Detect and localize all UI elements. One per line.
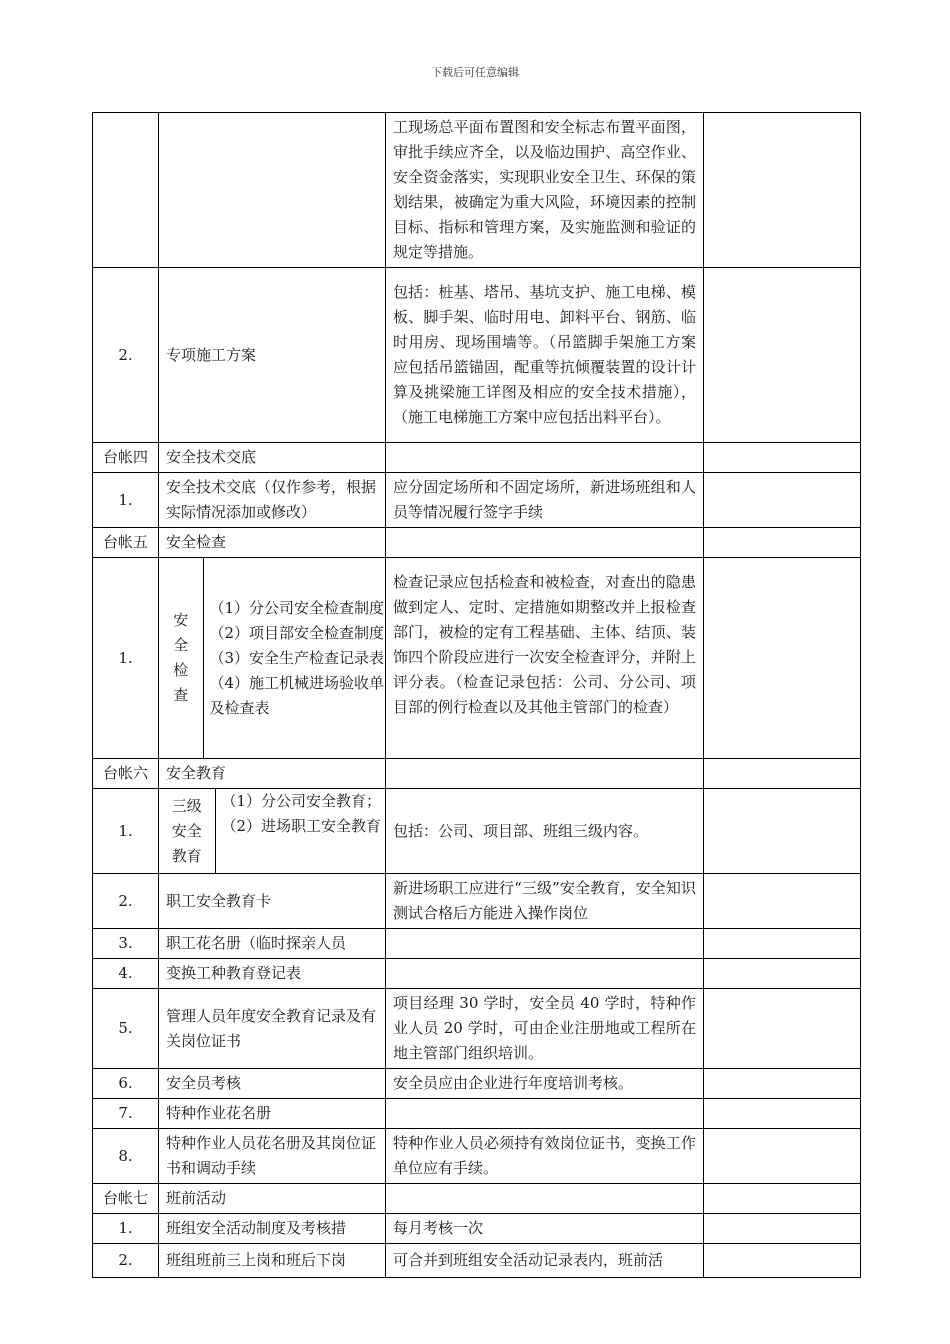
section-row: [93, 759, 861, 789]
row-note: [704, 874, 861, 929]
row-note: [704, 989, 861, 1069]
row-item: 职工花名册（临时探亲人员: [159, 929, 386, 959]
row-description: 包括：桩基、塔吊、基坑支护、施工电梯、模板、脚手架、临时用电、卸料平台、钢筋、临时用房、现场围墙等。（吊篮脚手架施工方案应包括吊篮锚固，配重等抗倾覆装置的设计计算及挑梁施工详图及相应的安全技术措施），（施工电梯施工方案中应包括出料平台）。: [386, 268, 704, 443]
row-item: 班组班前三上岗和班后下岗: [159, 1244, 386, 1278]
row-number: 6.: [93, 1069, 159, 1099]
row-number: 1.: [93, 473, 159, 528]
table-row: [93, 1244, 861, 1278]
section-number: 台帐七: [93, 1184, 159, 1214]
page-header: 下载后可任意编辑: [431, 66, 519, 79]
row-description: [386, 929, 704, 959]
section-row: [93, 1184, 861, 1214]
row-item: 职工安全教育卡: [159, 874, 386, 929]
row-description: 新进场职工应进行“三级”安全教育，安全知识测试合格后方能进入操作岗位: [386, 874, 704, 929]
safety-ledger-table: [92, 112, 861, 1278]
row-number: 1.: [93, 789, 159, 874]
label-char: 教育: [171, 846, 202, 865]
row-number: 2.: [93, 268, 159, 443]
section-number: 台帐四: [93, 443, 159, 473]
section-title: 班前活动: [159, 1184, 386, 1214]
row-note: [704, 113, 861, 268]
table-row: [93, 789, 861, 874]
table-row: [93, 1099, 861, 1129]
row-description: 检查记录应包括检查和被检查，对查出的隐患做到定人、定时、定措施如期整改并上报检查部门，被检的定有工程基础、主体、结顶、装饰四个阶段应进行一次安全检查评分，并附上评分表。（检查记录包括：公司、分公司、项目部的例行检查以及其他主管部门的检查）: [386, 558, 704, 759]
row-number: 3.: [93, 929, 159, 959]
row-number: 8.: [93, 1129, 159, 1184]
row-description: [386, 959, 704, 989]
section-row: [93, 528, 861, 558]
table-row: [93, 929, 861, 959]
row-number: [93, 113, 159, 268]
row-item: 变换工种教育登记表: [159, 959, 386, 989]
label-char: 安: [173, 611, 189, 629]
section-title: 安全技术交底: [159, 443, 386, 473]
row-description: [386, 1184, 704, 1214]
table-row: [93, 1069, 861, 1099]
section-number: 台帐六: [93, 759, 159, 789]
row-item: 专项施工方案: [159, 268, 386, 443]
row-note: [704, 528, 861, 558]
row-item: [159, 789, 386, 874]
vertical-label: [159, 558, 203, 758]
sub-item: （1）分公司安全检查制度: [209, 598, 385, 617]
row-item: 班组安全活动制度及考核措: [159, 1214, 386, 1244]
row-item: 特种作业花名册: [159, 1099, 386, 1129]
section-number: 台帐五: [93, 528, 159, 558]
row-item: 安全员考核: [159, 1069, 386, 1099]
row-note: [704, 268, 861, 443]
sub-item: （2）进场职工安全教育: [221, 817, 382, 835]
table-row: [93, 989, 861, 1069]
row-description: 包括：公司、项目部、班组三级内容。: [386, 789, 704, 874]
row-description: 特种作业人员必须持有效岗位证书，变换工作单位应有手续。: [386, 1129, 704, 1184]
label-char: 检: [173, 661, 189, 679]
vertical-label: [159, 789, 215, 873]
label-char: 三级: [171, 796, 202, 815]
row-number: 1.: [93, 558, 159, 759]
sub-item: （3）安全生产检查记录表: [209, 648, 385, 667]
sub-items: [215, 789, 385, 873]
row-description: 工现场总平面布置图和安全标志布置平面图，审批手续应齐全，以及临边围护、高空作业、安全资金落实，实现职业安全卫生、环保的策划结果，被确定为重大风险，环境因素的控制目标、指标和管理方案，及实施监测和验证的规定等措施。: [386, 113, 704, 268]
table-row: [93, 1129, 861, 1184]
label-char: 查: [173, 686, 189, 704]
row-note: [704, 959, 861, 989]
row-description: [386, 528, 704, 558]
row-number: 2.: [93, 1244, 159, 1278]
row-item: 管理人员年度安全教育记录及有关岗位证书: [159, 989, 386, 1069]
row-note: [704, 759, 861, 789]
row-description: [386, 443, 704, 473]
row-number: 4.: [93, 959, 159, 989]
row-note: [704, 1099, 861, 1129]
row-description: 项目经理 30 学时，安全员 40 学时，特种作业人员 20 学时，可由企业注册地或工程所在地主管部门组织培训。: [386, 989, 704, 1069]
row-description: 应分固定场所和不固定场所，新进场班组和人员等情况履行签字手续: [386, 473, 704, 528]
section-row: [93, 443, 861, 473]
row-description: 每月考核一次: [386, 1214, 704, 1244]
row-number: 7.: [93, 1099, 159, 1129]
table-row: [93, 268, 861, 443]
row-note: [704, 1184, 861, 1214]
row-note: [704, 789, 861, 874]
row-description: 安全员应由企业进行年度培训考核。: [386, 1069, 704, 1099]
row-note: [704, 558, 861, 759]
row-item: [159, 113, 386, 268]
row-note: [704, 1129, 861, 1184]
row-item: 特种作业人员花名册及其岗位证书和调动手续: [159, 1129, 386, 1184]
label-char: 全: [173, 636, 189, 654]
row-description: 可合并到班组安全活动记录表内，班前活: [386, 1244, 704, 1278]
row-note: [704, 473, 861, 528]
sub-items: [203, 558, 385, 758]
table-row: [93, 959, 861, 989]
table-row: [93, 874, 861, 929]
sub-item: （2）项目部安全检查制度: [209, 623, 385, 642]
row-description: [386, 759, 704, 789]
row-note: [704, 929, 861, 959]
section-title: 安全教育: [159, 759, 386, 789]
section-title: 安全检查: [159, 528, 386, 558]
row-number: 5.: [93, 989, 159, 1069]
row-note: [704, 443, 861, 473]
row-number: 1.: [93, 1214, 159, 1244]
row-note: [704, 1069, 861, 1099]
table-row: [93, 1214, 861, 1244]
table-row: [93, 113, 861, 268]
row-note: [704, 1214, 861, 1244]
sub-item: （1）分公司安全教育；: [221, 792, 382, 810]
label-char: 安全: [171, 821, 202, 840]
table-row: [93, 473, 861, 528]
table-row: [93, 558, 861, 759]
sub-item: （4）施工机械进场验收单及检查表: [209, 673, 385, 717]
row-number: 2.: [93, 874, 159, 929]
row-description: [386, 1099, 704, 1129]
row-item: [159, 558, 386, 759]
row-item: 安全技术交底（仅作参考，根据实际情况添加或修改）: [159, 473, 386, 528]
row-note: [704, 1244, 861, 1278]
